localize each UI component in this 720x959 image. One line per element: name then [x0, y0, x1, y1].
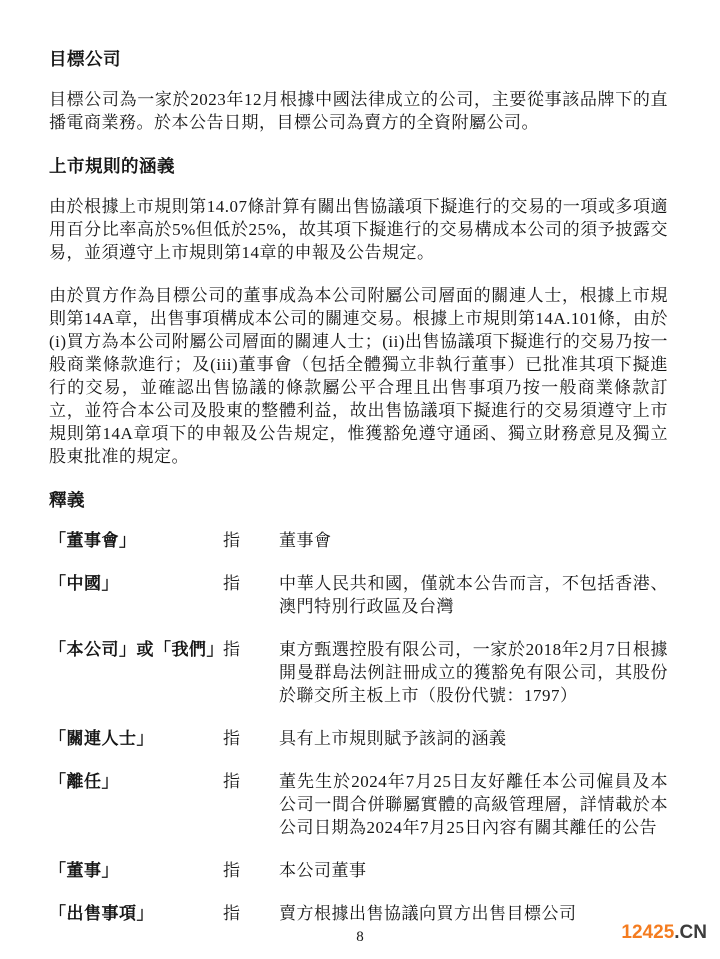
definition-text: 董先生於2024年7月25日友好離任本公司僱員及本公司一間合併聯屬實體的高級管理層，詳情載於本公司日期為2024年7月25日內容有關其離任的公告: [279, 772, 668, 837]
definition-row-departure: [49, 770, 668, 839]
definition-text: 董事會: [279, 531, 332, 550]
definition-term: 「中國」: [49, 574, 119, 593]
definition-text: 本公司董事: [279, 861, 367, 880]
section-heading-listing-rules: 上市規則的涵義: [49, 156, 175, 176]
definition-row-sale: [49, 902, 668, 925]
definition-connector: 指: [223, 772, 241, 791]
listing-rules-paragraph-2: 由於買方作為目標公司的董事成為本公司附屬公司層面的關連人士，根據上市規則第14A章，出售事項構成本公司的關連交易。根據上市規則第14A.101條，由於(i)買方為本公司附屬公司層面的關連人士；(ii)出售協議項下擬進行的交易乃按一般商業條款進行；及(iii)董事會（包括全體獨立非執行董事）已批准其項下擬進行的交易，並確認出售協議的條款屬公平合理且出售事項乃按一般商業條款訂立，並符合本公司及股東的整體利益，故出售協議項下擬進行的交易須遵守上市規則第14A章項下的申報及公告規定，惟獲豁免遵守通函、獨立財務意見及獨立股東批准的規定。: [49, 286, 668, 466]
section-heading-definitions: 釋義: [49, 490, 85, 510]
definition-term: 「離任」: [49, 772, 119, 791]
definition-connector: 指: [223, 531, 241, 550]
definition-connector: 指: [223, 574, 241, 593]
definition-row-company: [49, 638, 668, 707]
watermark-prefix: 12425: [621, 922, 675, 943]
definition-row-board: [49, 529, 668, 552]
definition-row-director: [49, 859, 668, 882]
definition-text: 賣方根據出售協議向買方出售目標公司: [279, 904, 577, 923]
definition-text: 中華人民共和國，僅就本公告而言，不包括香港、澳門特別行政區及台灣: [279, 574, 668, 616]
listing-rules-paragraph-1: 由於根據上市規則第14.07條計算有關出售協議項下擬進行的交易的一項或多項適用百分比率高於5%但低於25%，故其項下擬進行的交易構成本公司的須予披露交易，並須遵守上市規則第14章的申報及公告規定。: [49, 197, 668, 262]
watermark-12425cn: [621, 922, 707, 944]
definition-connector: 指: [223, 861, 241, 880]
definition-term: 「關連人士」: [49, 729, 154, 748]
definition-term: 「董事」: [49, 861, 119, 880]
definition-term: 「出售事項」: [49, 904, 154, 923]
section-heading-target-company: 目標公司: [49, 49, 121, 69]
definition-term: 「董事會」: [49, 531, 137, 550]
definition-connector: 指: [223, 729, 241, 748]
definition-connector: 指: [223, 904, 241, 923]
target-company-paragraph: 目標公司為一家於2023年12月根據中國法律成立的公司，主要從事該品牌下的直播電商業務。於本公告日期，目標公司為賣方的全資附屬公司。: [49, 90, 668, 132]
page-content: [49, 48, 668, 945]
definition-text: 東方甄選控股有限公司，一家於2018年2月7日根據開曼群島法例註冊成立的獲豁免有限公司，其股份於聯交所主板上市（股份代號：1797）: [279, 640, 668, 705]
page-number: 8: [356, 929, 364, 945]
definition-row-china: [49, 572, 668, 618]
definition-connector: 指: [223, 640, 241, 659]
definition-text: 具有上市規則賦予該詞的涵義: [279, 729, 507, 748]
watermark-suffix: .CN: [674, 922, 707, 943]
definition-term: 「本公司」或「我們」: [49, 640, 224, 659]
definition-row-connected-person: [49, 727, 668, 750]
